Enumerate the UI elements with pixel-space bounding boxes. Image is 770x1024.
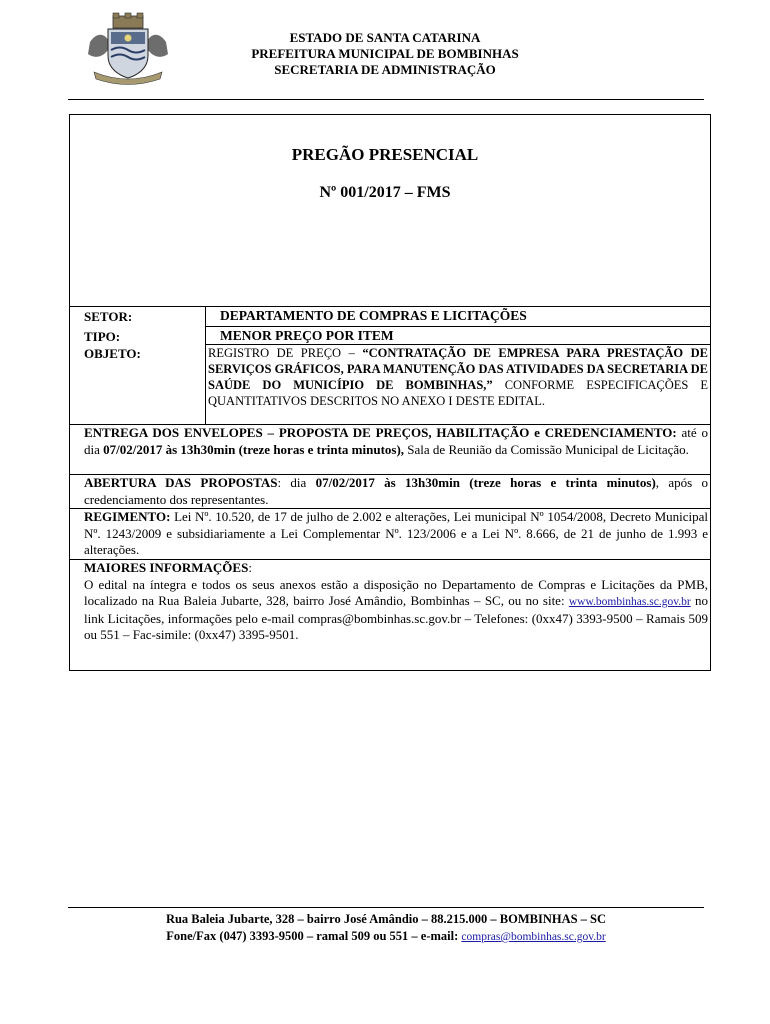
abertura-heading: ABERTURA DAS PROPOSTAS: [84, 475, 278, 490]
objeto-description: “CONTRATAÇÃO DE EMPRESA PARA PRESTAÇÃO DE SERVIÇOS GRÁFICOS, PARA MANUTENÇÃO DAS ATIVIDADES DA SECRETARIA DE SAÚDE DO MUNICÍPIO DE BOMBINHAS,”: [208, 346, 708, 392]
header-divider: [68, 99, 704, 100]
abertura-date: 07/02/2017 às 13h30min (treze horas e trinta minutos): [315, 475, 656, 490]
document-number: Nº 001/2017 – FMS: [319, 184, 451, 201]
maiores-heading: MAIORES INFORMAÇÕES: [84, 560, 249, 575]
footer-phone: Fone/Fax (047) 3393-9500 – ramal 509 ou 551 – e-mail:: [166, 929, 462, 943]
maiores-section: [84, 560, 708, 644]
tipo-label: TIPO:: [84, 329, 121, 344]
maiores-text-1: O edital na íntegra e todos os seus anexos estão a disposição no Departamento de Compras e Licitações da PMB, localizado na Rua Baleia Jubarte, 328, bairro José Amândio, Bombinhas – SC, ou no site:: [84, 576, 708, 608]
regimento-text: Lei Nº. 10.520, de 17 de julho de 2.002 e alterações, Lei municipal Nº 1054/2008, Decreto Municipal Nº. 1243/2009 e subsidiariamente a Lei Complementar Nº. 123/2006 e a Lei Nº. 8.666, de 21 de junho de 1.993 e alterações.: [84, 509, 708, 557]
maiores-colon: :: [248, 560, 252, 575]
abertura-text-1: : dia: [277, 475, 316, 490]
objeto-suffix: CONFORME ESPECIFICAÇÕES E QUANTITATIVOS DESCRITOS NO ANEXO I DESTE EDITAL.: [208, 378, 709, 408]
entrega-date: 07/02/2017 às 13h30min (treze horas e trinta minutos),: [103, 441, 405, 457]
letterhead: [160, 30, 610, 78]
letterhead-prefecture: PREFEITURA MUNICIPAL DE BOMBINHAS: [251, 46, 519, 61]
letterhead-secretariat: SECRETARIA DE ADMINISTRAÇÃO: [274, 62, 496, 77]
footer-address: Rua Baleia Jubarte, 328 – bairro José Amândio – 88.215.000 – BOMBINHAS – SC: [165, 912, 607, 926]
entrega-text-2: Sala de Reunião da Comissão Municipal de Licitação.: [404, 441, 689, 457]
fields-column-divider: [205, 306, 206, 424]
entrega-text-1: até o dia: [84, 425, 708, 457]
abertura-section: [84, 475, 708, 508]
document-title: PREGÃO PRESENCIAL: [291, 145, 479, 164]
site-link[interactable]: www.bombinhas.sc.gov.br: [568, 596, 691, 608]
entrega-heading: ENTREGA DOS ENVELOPES – PROPOSTA DE PREÇOS, HABILITAÇÃO e CREDENCIAMENTO:: [84, 425, 677, 440]
footer: [68, 911, 704, 946]
objeto-prefix: REGISTRO DE PREÇO –: [208, 346, 363, 360]
setor-value: DEPARTAMENTO DE COMPRAS E LICITAÇÕES: [220, 308, 527, 323]
setor-label: SETOR:: [84, 309, 133, 324]
objeto-value: [208, 345, 708, 409]
setor-divider: [205, 326, 711, 327]
letterhead-state: ESTADO DE SANTA CATARINA: [289, 30, 481, 45]
objeto-label: OBJETO:: [84, 346, 141, 361]
entrega-section: [84, 425, 708, 458]
footer-divider: [68, 907, 704, 908]
abertura-text-2: , após o credenciamento dos representantes.: [84, 475, 708, 507]
footer-contact: [68, 928, 704, 946]
tipo-value: MENOR PREÇO POR ITEM: [220, 328, 394, 343]
regimento-heading: REGIMENTO:: [84, 509, 171, 524]
regimento-section: [84, 509, 708, 559]
footer-email-link[interactable]: compras@bombinhas.sc.gov.br: [461, 931, 606, 943]
maiores-text-2: no link Licitações, informações pelo e-mail compras@bombinhas.sc.gov.br – Telefones: (0xx47) 3393-9500 – Ramais 509 ou 551 – Fac-simile: (0xx47) 3395-9501.: [84, 593, 708, 642]
fields-top-divider: [69, 306, 711, 307]
